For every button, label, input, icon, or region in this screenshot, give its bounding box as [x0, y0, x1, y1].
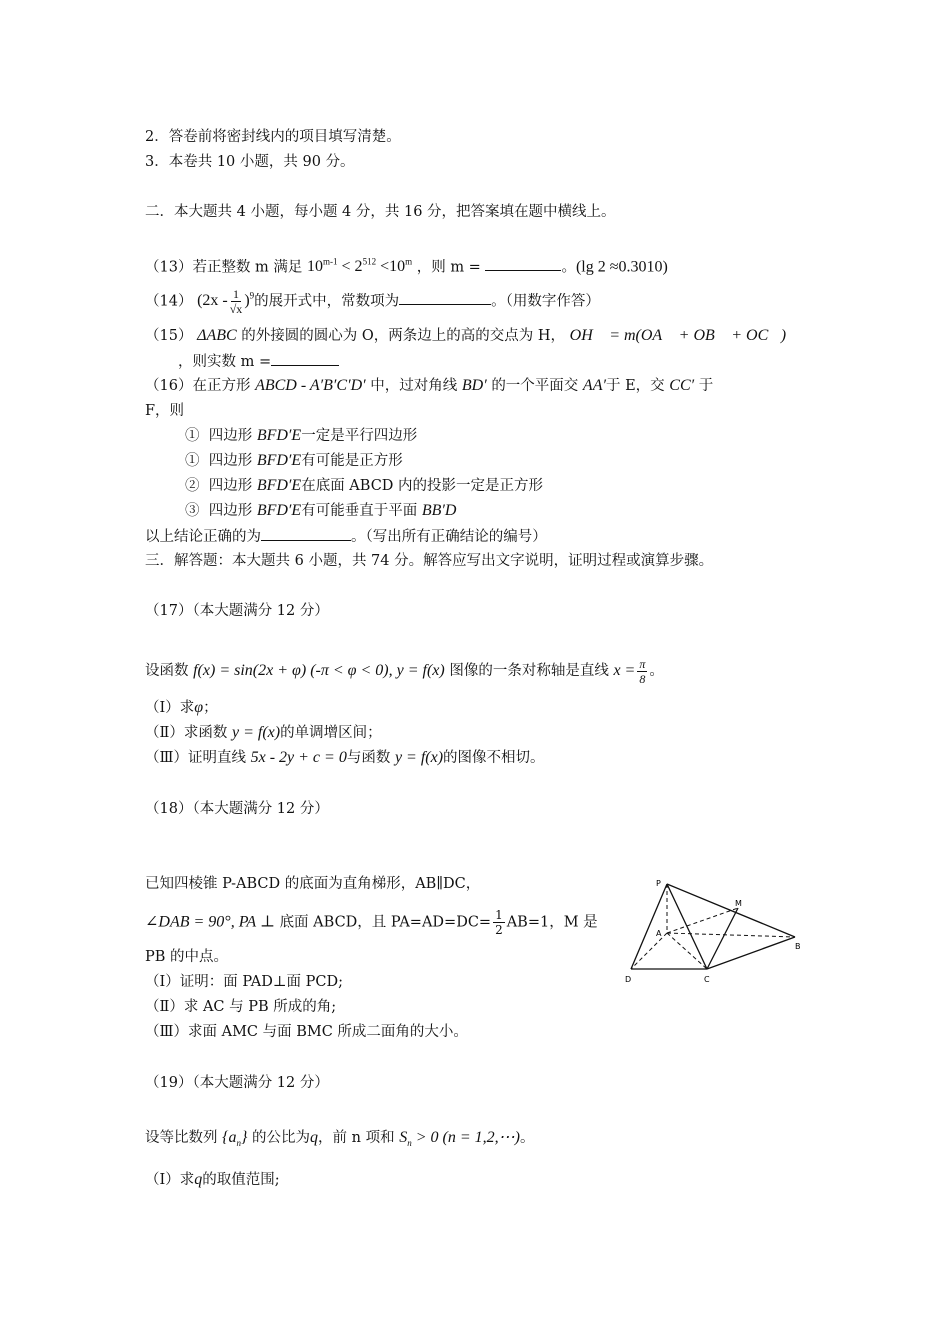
label-P: P [656, 879, 661, 888]
q16-aa: AA′ [582, 377, 606, 394]
q16-item: ② 四边形 BFD′E在底面 ABCD 内的投影一定是正方形 [185, 477, 544, 494]
q18-part-2: （Ⅱ）求 AC 与 PB 所成的角; [145, 999, 337, 1015]
q16-mid4: 于 [698, 378, 714, 394]
q19-title: （19）（本大题满分 12 分） [145, 1075, 329, 1091]
q19-part-1: （Ⅰ）求q的取值范围; [145, 1171, 280, 1188]
section-3-header: 三．解答题：本大题共 6 小题，共 74 分。解答应写出文字说明，证明过程或演算步骤。 [145, 553, 714, 569]
note-2: 2．答卷前将密封线内的项目填写清楚。 [145, 129, 401, 145]
q16-item: ① 四边形 BFD′E有可能是正方形 [185, 452, 403, 469]
q18-title: （18）（本大题满分 12 分） [145, 801, 329, 817]
q16-mid3: 于 E，交 [605, 378, 665, 394]
q15-prefix: （15） [145, 328, 193, 344]
section-2-header: 二．本大题共 4 小题，每小题 4 分，共 16 分，把答案填在题中横线上。 [145, 204, 616, 220]
q15-answer-blank[interactable] [271, 351, 339, 366]
q17-part-2: （Ⅱ）求函数 y = f(x)的单调增区间； [145, 724, 382, 741]
q14-binomial: (2x - $\frac{1}{√x}$ )$^9$ [197, 287, 255, 317]
q18-part-3: （Ⅲ）求面 AMC 与面 BMC 所成二面角的大小。 [145, 1024, 468, 1040]
q13-lg-hint: (lg 2 ≈0.3010) [575, 258, 668, 276]
question-16-line2: F，则 [145, 403, 185, 419]
question-15 [145, 326, 786, 346]
q13-inequality: $10^{m-1} < 2^{512} <10^m$ [307, 257, 413, 276]
label-A: A [656, 929, 662, 938]
q16-conclusion: 以上结论正确的为 。（写出所有正确结论的编号） [145, 526, 547, 547]
q14-end: 。（用数字作答） [491, 293, 600, 310]
q16-answer-blank[interactable] [261, 526, 351, 541]
note-3: 3．本卷共 10 小题，共 90 分。 [145, 154, 355, 170]
q13-tail: 。 [561, 259, 576, 276]
q16-item: ③ 四边形 BFD′E有可能垂直于平面 BB′D [185, 502, 457, 519]
q18-part-1: （Ⅰ）证明：面 PAD⊥面 PCD; [145, 974, 343, 990]
q18-stem-2: ∠DAB = 90°, PA ⊥ 底面 ABCD，且 PA=AD=DC= $\frac{1}{2}$ AB=1，M 是 [145, 908, 598, 937]
label-C: C [704, 975, 710, 984]
q17-stem: 设函数 f(x) = sin(2x + φ) (-π < φ < 0), y = f(x) 图像的一条对称轴是直线 x = $\frac{\pi}{8}$ 。 [145, 657, 664, 686]
question-15-line2 [178, 351, 339, 372]
q13-answer-blank[interactable] [485, 256, 561, 271]
question-16 [145, 376, 713, 396]
q17-part-1: （Ⅰ）求φ； [145, 699, 218, 716]
pyramid-figure [620, 872, 820, 987]
q15-line2: ，则实数 m = [178, 354, 272, 370]
q19-stem: 设等比数列 $\{a_n\}$ 的公比为q，前 n 项和 $S_n > 0$ (n = 1,2,⋯)。 [145, 1129, 535, 1149]
q16-diag: BD′ [461, 377, 487, 394]
q15-vector-eq: OH⃗ = m(OA⃗ + OB⃗ + OC⃗) [569, 327, 787, 344]
q16-item: ① 四边形 BFD′E一定是平行四边形 [185, 427, 418, 444]
q14-text: 的展开式中，常数项为 [254, 293, 400, 310]
q16-cc: CC′ [669, 377, 695, 394]
q17-title: （17）（本大题满分 12 分） [145, 603, 329, 619]
q15-text: 的外接圆的圆心为 O，两条边上的高的交点为 H， [241, 328, 566, 344]
q16-mid2: 的一个平面交 [491, 378, 579, 394]
q13-prefix: （13）若正整数 m 满足 [145, 259, 303, 276]
question-13 [145, 252, 668, 277]
q14-prefix: （14） [145, 293, 193, 310]
q14-answer-blank[interactable] [399, 290, 491, 305]
label-B: B [795, 942, 801, 951]
q15-triangle: ΔABC [197, 327, 237, 344]
q16-prefix: （16）在正方形 [145, 378, 251, 394]
q17-part-3: （Ⅲ）证明直线 5x - 2y + c = 0与函数 y = f(x)的图像不相切。 [145, 749, 545, 766]
label-D: D [625, 975, 632, 984]
question-14 [145, 286, 600, 316]
q18-stem-3: PB 的中点。 [145, 949, 229, 965]
label-M: M [735, 899, 742, 908]
q16-cube: ABCD - A′B′C′D′ [255, 377, 366, 394]
q13-mid: ，则 m = [416, 259, 481, 276]
q16-mid: 中，过对角线 [370, 378, 458, 394]
q18-stem-1: 已知四棱锥 P-ABCD 的底面为直角梯形，AB∥DC， [145, 876, 481, 892]
